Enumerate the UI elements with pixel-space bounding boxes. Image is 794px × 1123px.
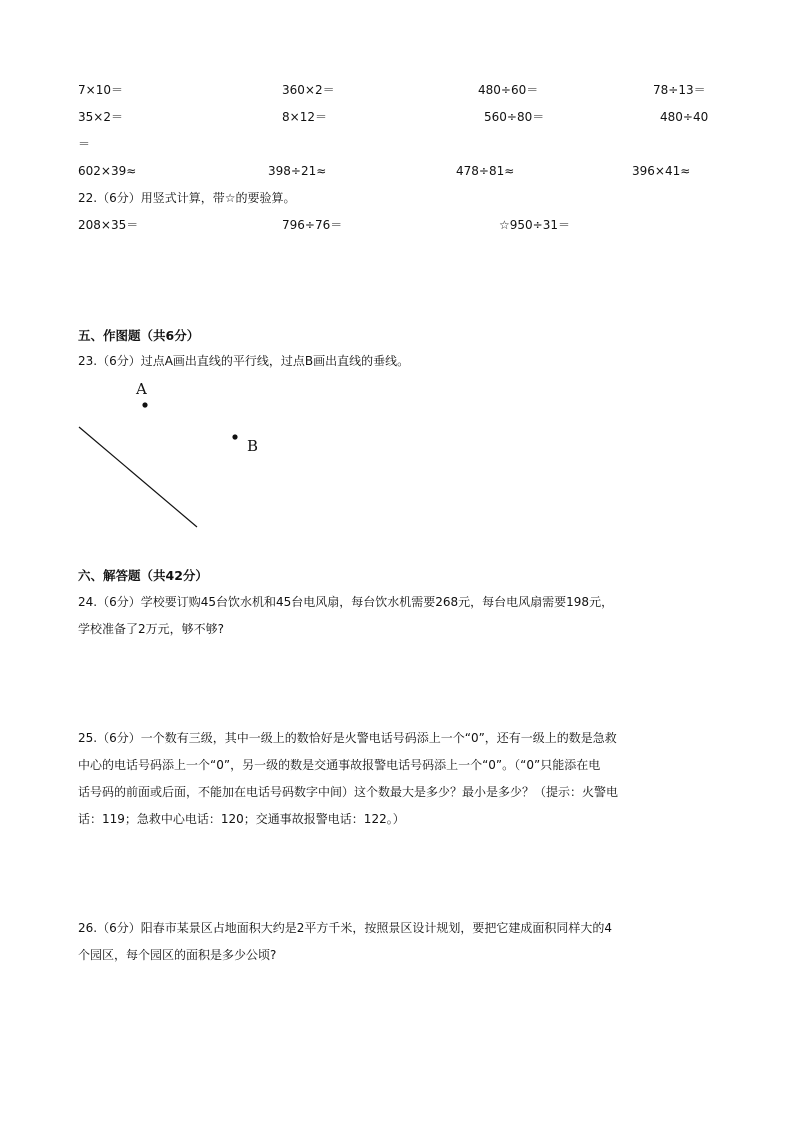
vertical-calc-item: 208×35＝ — [78, 218, 139, 232]
question-24-line: 学校准备了2万元，够不够? — [78, 622, 225, 636]
vertical-calc-item: 796÷76＝ — [282, 218, 343, 232]
calc-item: 480÷40 — [660, 110, 709, 124]
section-heading-drawing: 五、作图题（共6分） — [78, 328, 200, 343]
question-25-line: 话：119；急救中心电话：120；交通事故报警电话：122。） — [78, 812, 405, 826]
calc-item: 396×41≈ — [632, 164, 691, 178]
calc-item: 478÷81≈ — [456, 164, 515, 178]
given-line — [79, 427, 197, 527]
section-heading-word-problems: 六、解答题（共42分） — [78, 568, 208, 583]
calc-item: 560÷80＝ — [484, 110, 545, 124]
question-25-line: 25.（6分）一个数有三级，其中一级上的数恰好是火警电话号码添上一个“0”，还有一级上的数是急救 — [78, 731, 617, 745]
point-a-dot — [142, 402, 147, 407]
point-b-label: B — [247, 437, 259, 455]
question-24-line: 24.（6分）学校要订购45台饮水机和45台电风扇，每台饮水机需要268元，每台电风扇需要198元， — [78, 595, 614, 609]
calc-item: 480÷60＝ — [478, 83, 539, 97]
question-26-line: 个园区，每个园区的面积是多少公顷? — [78, 948, 277, 962]
question-25-line: 话号码的前面或后面，不能加在电话号码数字中间）这个数最大是多少？最小是多少？（提示：火警电 — [78, 785, 619, 799]
question-26-line: 26.（6分）阳春市某景区占地面积大约是2平方千米，按照景区设计规划，要把它建成面积同样大的4 — [78, 921, 612, 935]
question-25-line: 中心的电话号码添上一个“0”，另一级的数是交通事故报警电话号码添上一个“0”。（“0”只能添在电 — [78, 758, 601, 772]
calc-item: 35×2＝ — [78, 110, 123, 124]
calc-item-wrap: ＝ — [78, 137, 91, 151]
calc-item: 360×2＝ — [282, 83, 335, 97]
question-23-title: 23.（6分）过点A画出直线的平行线，过点B画出直线的垂线。 — [78, 354, 410, 368]
calc-item: 7×10＝ — [78, 83, 123, 97]
question-22-title: 22.（6分）用竖式计算，带☆的要验算。 — [78, 191, 296, 205]
calc-item: 8×12＝ — [282, 110, 327, 124]
vertical-calc-item: ☆950÷31＝ — [499, 218, 570, 232]
calc-item: 602×39≈ — [78, 164, 137, 178]
point-a-label: A — [136, 380, 147, 398]
point-b-dot — [232, 434, 237, 439]
calc-item: 398÷21≈ — [268, 164, 327, 178]
calc-item: 78÷13＝ — [653, 83, 706, 97]
